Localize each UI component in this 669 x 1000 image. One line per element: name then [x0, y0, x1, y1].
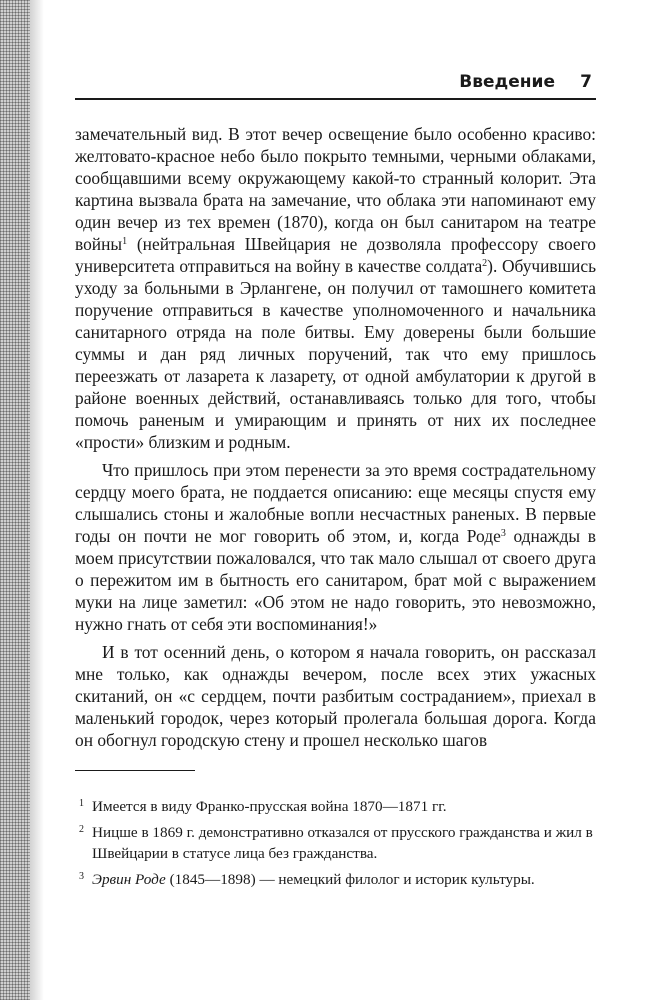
- footnote: [79, 822, 593, 864]
- header-rule: [75, 98, 596, 100]
- footnote: [79, 796, 593, 817]
- footnote-ref: 1: [122, 236, 128, 247]
- text-run: замечательный вид. В этот вечер освещение было особенно красиво: желтовато-красное небо было покрыто темными, черными облаками, сообщавшими всему окружающему какой-то странный колорит. Эта картина вызвала брата на замечание, что облака эти напоминают ему один вечер из тех времен (1870), когда он был санитаром на театре войны: [75, 124, 596, 254]
- text-run: однажды в моем присутствии пожаловался, что так мало слышал от своего друга о пережитом им в бытность его санитаром, брат мой с выражением муки на лице заметил: «Об этом не надо говорить, это невозможно, нужно гнать от себя эти воспоминания!»: [75, 526, 596, 634]
- footnote-text: Ницше в 1869 г. демонстративно отказался от прусского гражданства и жил в Швейцарии в статусе лица без гражданства.: [92, 824, 593, 862]
- footnote-rule: [75, 770, 195, 771]
- text-run: И в тот осенний день, о котором я начала говорить, он рассказал мне только, как однажды вечером, после всех этих ужасных скитаний, он «с сердцем, почти разбитым состраданием», приехал в маленький городок, через который пролегала большая дорога. Когда он обогнул городскую стену и прошел несколько шагов: [75, 642, 596, 750]
- text-run: ). Обучившись уходу за больными в Эрлангене, он получил от тамошнего комитета поручение отправиться в качестве уполномоченного и начальника санитарного отряда на поле битвы. Ему доверены были большие суммы и дан ряд личных поручений, так что ему пришлось переезжать от лазарета к лазарету, от одной амбулатории к другой в районе военных действий, останавливаясь только для того, чтобы помочь раненым и умирающим и принять от них их последнее «прости» близким и родным.: [75, 256, 596, 452]
- footnote-ref: 2: [482, 258, 488, 269]
- paragraph: [75, 123, 596, 453]
- footnote-italic: Эрвин Роде: [92, 871, 166, 888]
- running-header: [75, 72, 595, 96]
- page-number: 7: [580, 72, 592, 92]
- text-run: Что пришлось при этом перенести за это время сострадательному сердцу моего брата, не поддается описанию: еще месяцы спустя ему слышались стоны и жалобные вопли несчастных раненых. В первые годы он почти не мог говорить об этом, и, когда Роде: [75, 460, 596, 546]
- footnote-mark: 3: [79, 871, 84, 882]
- footnote-text: Имеется в виду Франко-прусская война 1870—1871 гг.: [92, 798, 447, 815]
- paragraph: [75, 641, 596, 751]
- section-title: Введение: [459, 72, 555, 92]
- footnote-mark: 1: [79, 798, 84, 809]
- footnote-mark: 2: [79, 824, 84, 835]
- scan-edge: [0, 0, 30, 1000]
- text-run: (нейтральная Швейцария не дозволяла профессору своего университета отправиться на войну в качестве солдата: [75, 234, 596, 276]
- footnote-text: (1845—1898) — немецкий филолог и историк культуры.: [165, 871, 535, 888]
- body-text: [75, 123, 596, 757]
- footnotes: [79, 796, 593, 895]
- paragraph: [75, 459, 596, 635]
- footnote: [79, 869, 593, 890]
- footnote-ref: 3: [500, 528, 506, 539]
